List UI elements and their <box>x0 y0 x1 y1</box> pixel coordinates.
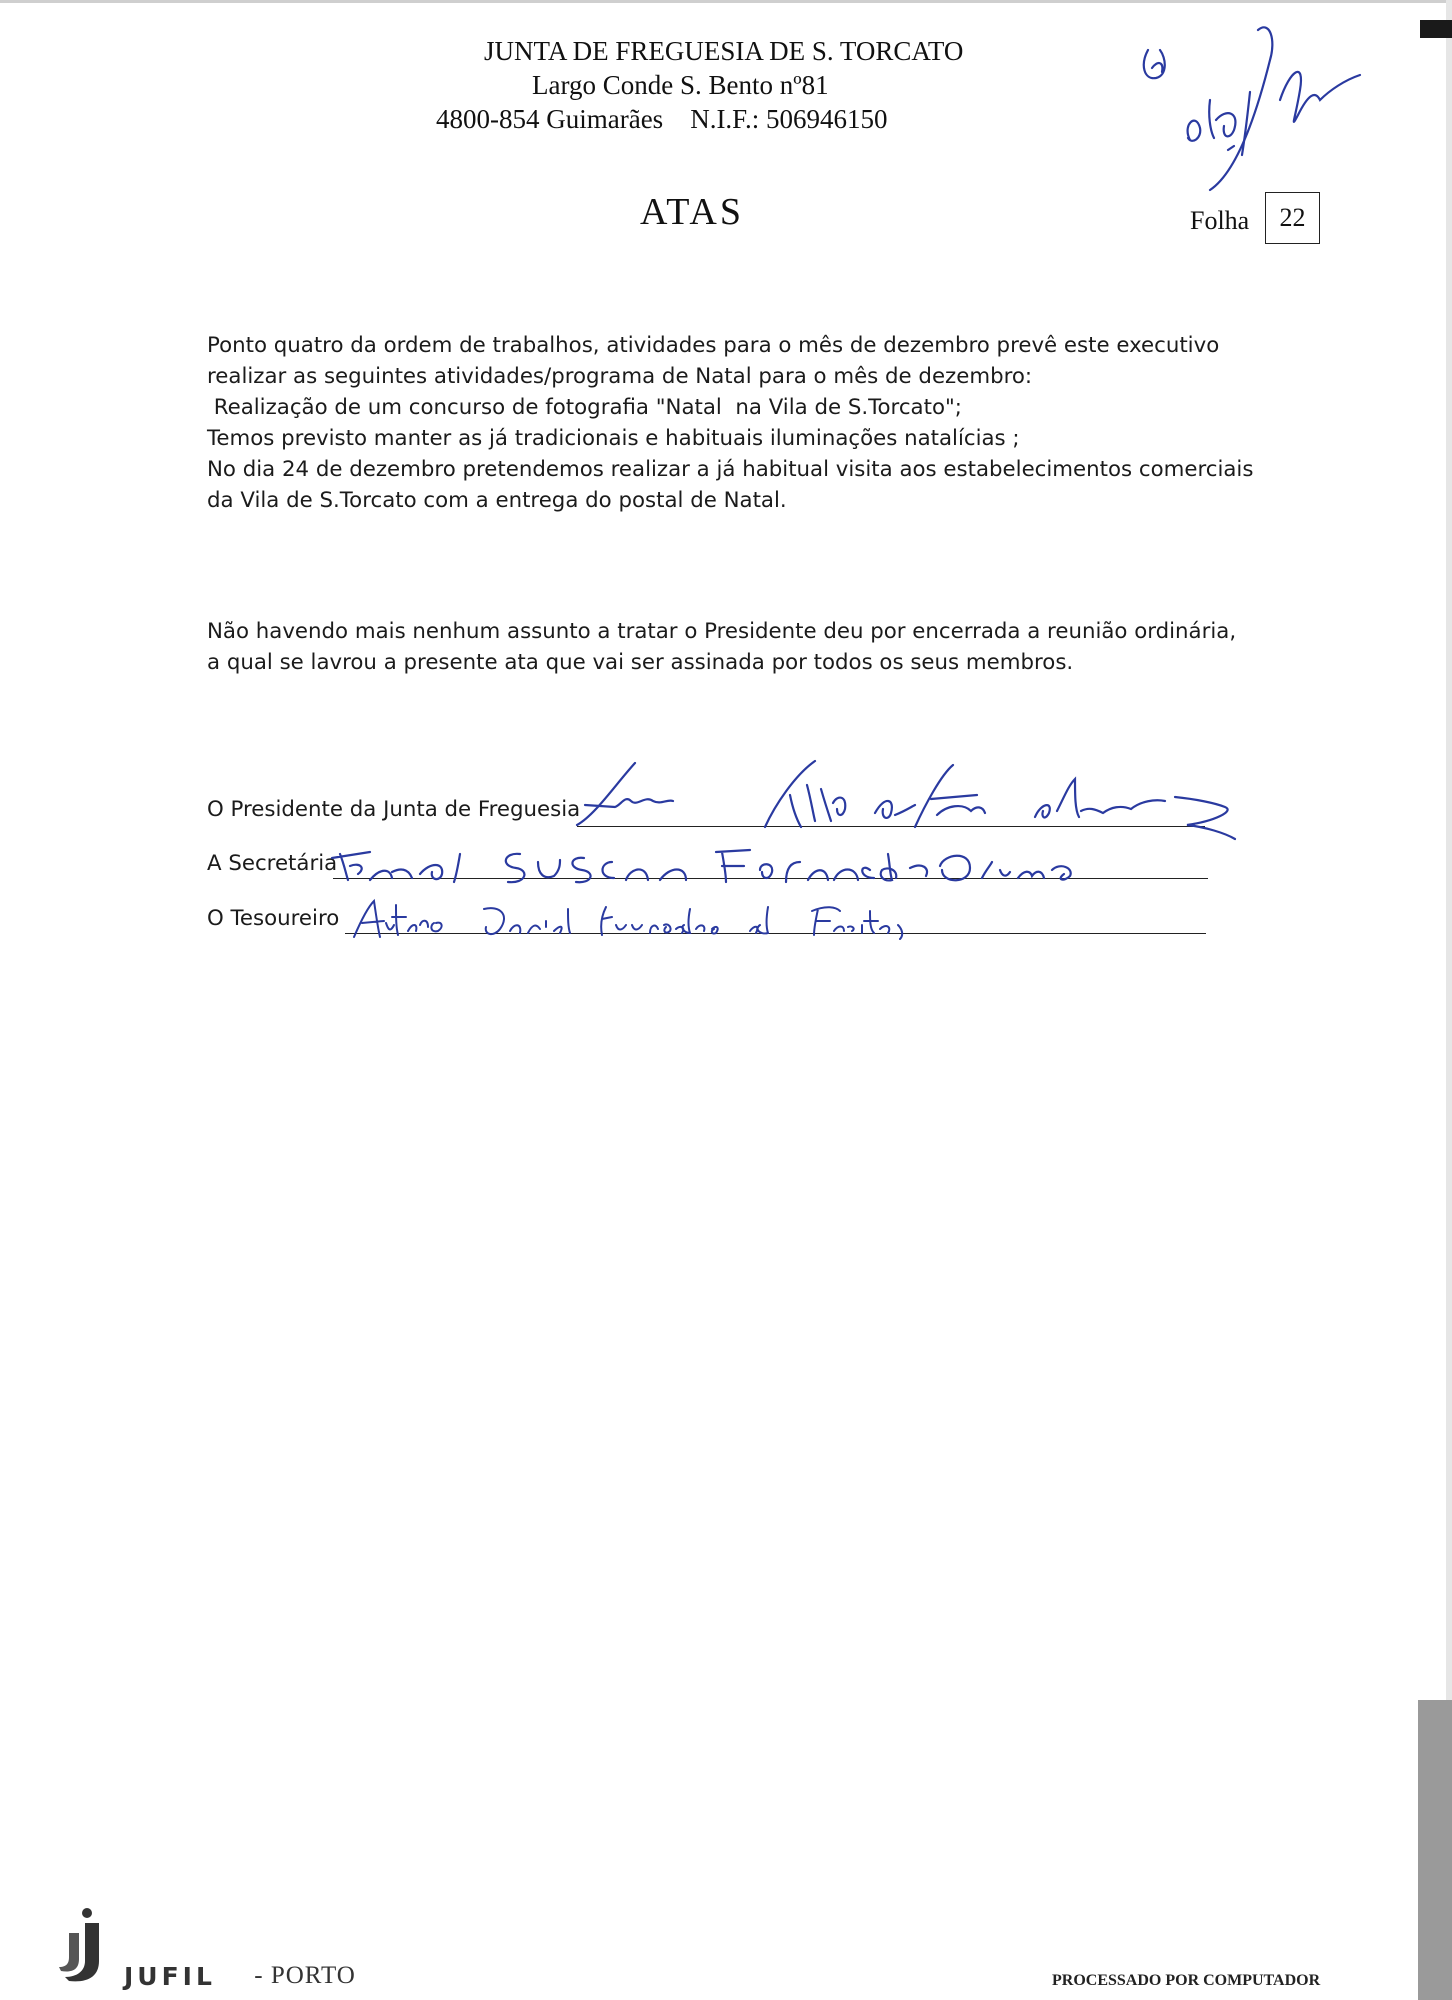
secretary-signature <box>330 840 1130 890</box>
closing-paragraph <box>207 616 1257 678</box>
treasurer-signature <box>350 895 930 943</box>
agenda-item-paragraph <box>207 330 1257 516</box>
scan-edge-top <box>0 0 1452 3</box>
text-line: Realização de um concurso de fotografia "Natal na Vila de S.Torcato"; <box>207 395 962 420</box>
text-line: Ponto quatro da ordem de trabalhos, atividades para o mês de dezembro prevê este executivo <box>207 333 1220 358</box>
scan-mark <box>1420 20 1452 38</box>
text-line: No dia 24 de dezembro pretendemos realizar a já habitual visita aos estabelecimentos comerciais <box>207 457 1254 482</box>
jufil-logo <box>55 1905 115 1985</box>
text-line: da Vila de S.Torcato com a entrega do postal de Natal. <box>207 488 787 513</box>
letterhead <box>380 34 1000 136</box>
sheet-number: 22 <box>1265 192 1320 244</box>
scan-mark <box>1418 1700 1452 2000</box>
text-line: Temos previsto manter as já tradicionais e habituais iluminações natalícias ; <box>207 426 1020 451</box>
treasurer-label: O Tesoureiro <box>207 906 340 931</box>
org-name: JUNTA DE FREGUESIA DE S. TORCATO <box>484 36 964 66</box>
document-title: ATAS <box>640 191 744 233</box>
sheet-label: Folha <box>1190 206 1250 235</box>
text-line: a qual se lavrou a presente ata que vai ser assinada por todos os seus membros. <box>207 650 1074 675</box>
president-label: O Presidente da Junta de Freguesia <box>207 797 581 822</box>
text-line: Não havendo mais nenhum assunto a tratar o Presidente deu por encerrada a reunião ordinária, <box>207 619 1237 644</box>
footer-processed-notice: PROCESSADO POR COMPUTADOR <box>1052 1972 1321 1989</box>
org-address: Largo Conde S. Bento nº81 <box>532 70 829 100</box>
footer-brand: JUFIL <box>124 1962 216 1991</box>
president-signature <box>575 755 1255 845</box>
footer-city: - PORTO <box>247 1962 356 1989</box>
org-city-nif: 4800-854 Guimarães N.I.F.: 506946150 <box>436 104 888 134</box>
text-line: realizar as seguintes atividades/programa de Natal para o mês de dezembro: <box>207 364 1033 389</box>
secretary-label: A Secretária <box>207 851 338 876</box>
initials-signature <box>1130 20 1380 220</box>
